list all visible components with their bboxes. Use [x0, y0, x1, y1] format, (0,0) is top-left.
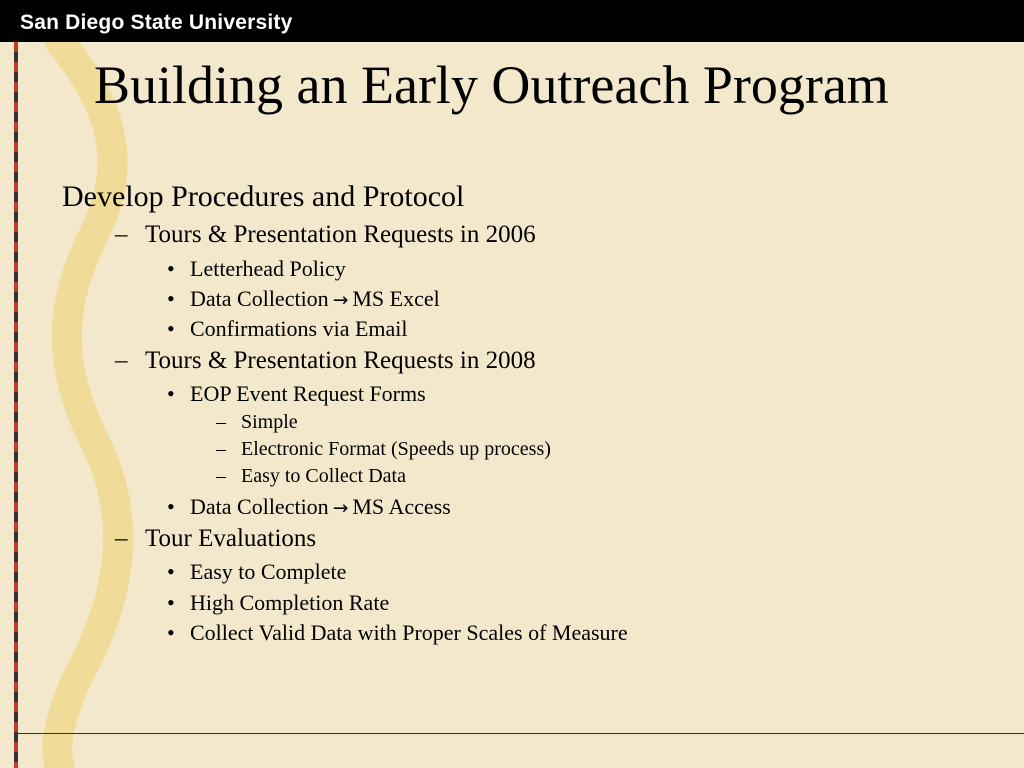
- bullet-label: EOP Event Request Forms: [190, 381, 426, 406]
- bullet-label-target: MS Access: [352, 494, 451, 519]
- bullet-easy-complete: [167, 559, 346, 585]
- bullet-marker: •: [167, 286, 175, 311]
- sub-bullet-simple: [216, 411, 298, 434]
- dash-marker: –: [216, 411, 226, 433]
- bullet-label: Collect Valid Data with Proper Scales of Measure: [190, 620, 628, 645]
- bullet-marker: •: [167, 381, 175, 406]
- subheading-label: Tours & Presentation Requests in 2008: [145, 347, 536, 374]
- decorative-ribbon: [0, 42, 180, 768]
- bullet-data-collection-excel: [167, 286, 440, 312]
- bullet-marker: •: [167, 494, 175, 519]
- institution-name: San Diego State University: [20, 11, 293, 34]
- subheading-2008: [115, 347, 536, 375]
- bullet-label: Data Collection: [190, 494, 329, 519]
- bullet-eop-forms: [167, 381, 426, 407]
- subheading-2006: [115, 221, 536, 249]
- bullet-label: Easy to Complete: [190, 559, 347, 584]
- subheading-evaluations: [115, 525, 316, 553]
- arrow-right-icon: →: [332, 498, 349, 519]
- bullet-data-collection-access: [167, 494, 451, 520]
- sub-bullet-label: Electronic Format (Speeds up process): [241, 438, 551, 460]
- subheading-label: Tour Evaluations: [145, 525, 317, 552]
- bullet-marker: •: [167, 620, 175, 645]
- slide-title: Building an Early Outreach Program: [94, 55, 889, 115]
- dash-marker: –: [216, 465, 226, 487]
- bullet-label: Letterhead Policy: [190, 256, 346, 281]
- bottom-divider: [14, 733, 1024, 734]
- dash-marker: –: [216, 438, 226, 460]
- bullet-label: Data Collection: [190, 286, 329, 311]
- bullet-confirmations: [167, 316, 408, 342]
- bullet-label: High Completion Rate: [190, 590, 390, 615]
- dash-marker: –: [115, 221, 128, 248]
- left-border-stripe: [14, 42, 18, 768]
- bullet-label-target: MS Excel: [352, 286, 440, 311]
- dash-marker: –: [115, 525, 128, 552]
- bullet-marker: •: [167, 559, 175, 584]
- subheading-label: Tours & Presentation Requests in 2006: [145, 221, 536, 248]
- arrow-right-icon: →: [332, 290, 349, 311]
- dash-marker: –: [115, 347, 128, 374]
- bullet-completion-rate: [167, 590, 389, 616]
- bullet-marker: •: [167, 590, 175, 615]
- bullet-letterhead: [167, 256, 346, 282]
- header-bar: [0, 0, 1024, 42]
- bullet-label: Confirmations via Email: [190, 316, 408, 341]
- bullet-valid-data: [167, 620, 628, 646]
- main-heading: Develop Procedures and Protocol: [62, 180, 465, 213]
- sub-bullet-label: Easy to Collect Data: [241, 465, 406, 487]
- bullet-marker: •: [167, 316, 175, 341]
- bullet-marker: •: [167, 256, 175, 281]
- sub-bullet-electronic: [216, 438, 551, 461]
- sub-bullet-easy-collect: [216, 465, 406, 488]
- sub-bullet-label: Simple: [241, 411, 298, 433]
